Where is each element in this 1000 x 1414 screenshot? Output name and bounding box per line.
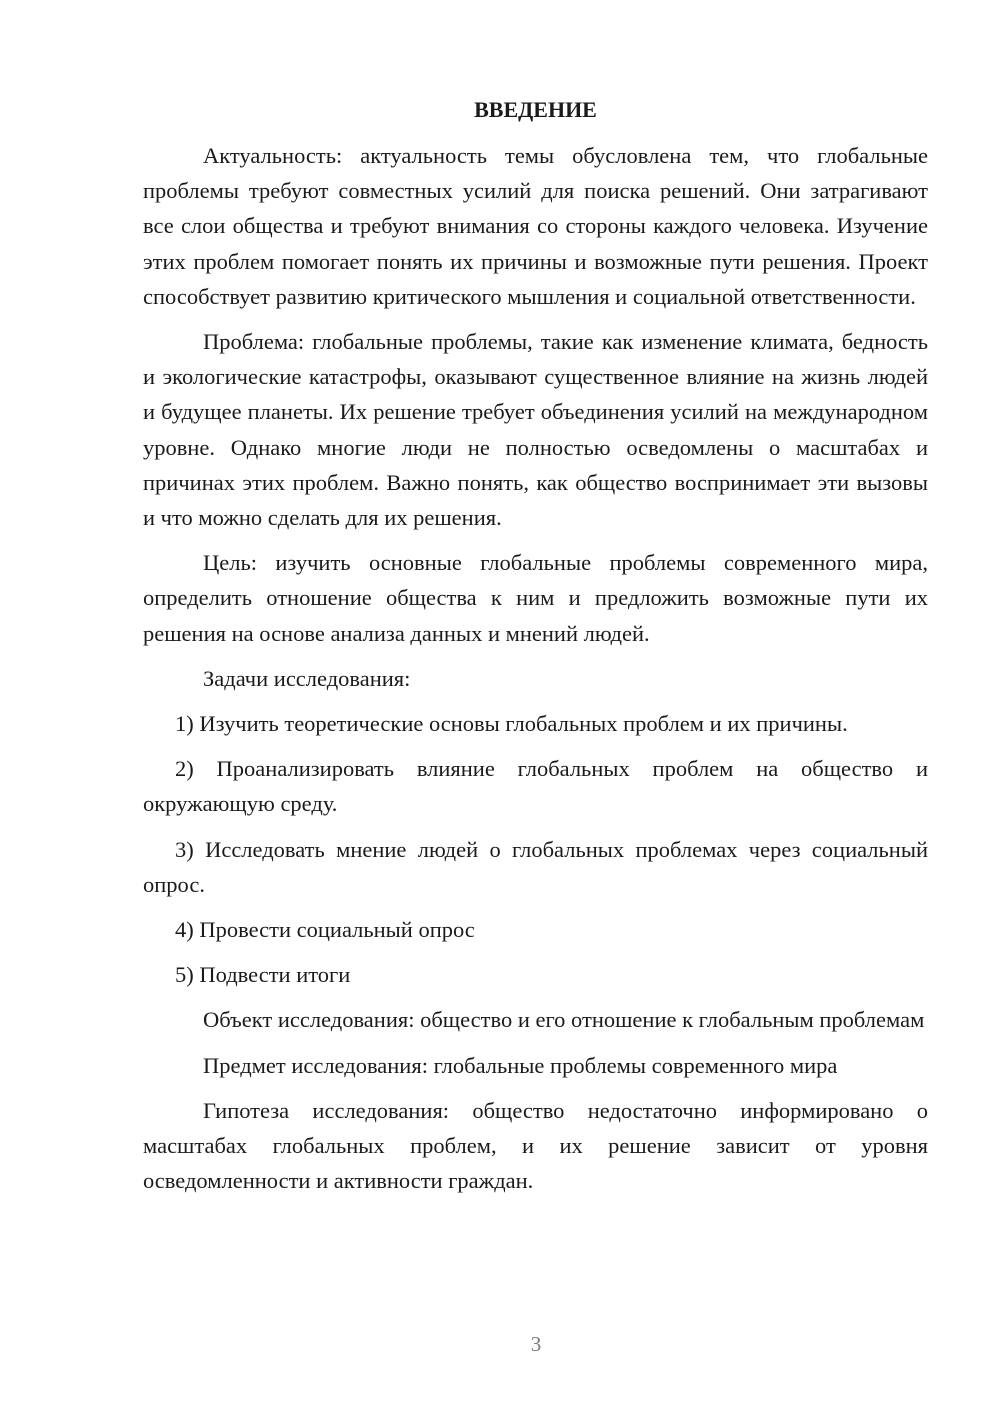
document-page bbox=[143, 94, 928, 1208]
paragraph-hypothesis: Гипотеза исследования: общество недостаточно информировано о масштабах глобальных проблем, и их решение зависит от уровня осведомленности и активности граждан. bbox=[143, 1097, 928, 1194]
task-item: 1) Изучить теоретические основы глобальных проблем и их причины. bbox=[175, 711, 848, 737]
paragraph-tasks-heading: Задачи исследования: bbox=[203, 665, 411, 691]
task-item: 4) Провести социальный опрос bbox=[175, 917, 475, 943]
task-item: 5) Подвести итоги bbox=[175, 962, 351, 988]
task-item: 3) Исследовать мнение людей о глобальных проблемах через социальный опрос. bbox=[143, 836, 928, 897]
paragraph-subject: Предмет исследования: глобальные проблемы современного мира bbox=[203, 1052, 838, 1078]
task-item: 2) Проанализировать влияние глобальных проблем на общество и окружающую среду. bbox=[143, 756, 928, 817]
section-title: ВВЕДЕНИЕ bbox=[474, 97, 597, 122]
paragraph-object: Объект исследования: общество и его отношение к глобальным проблемам bbox=[203, 1007, 925, 1033]
paragraph-goal: Цель: изучить основные глобальные проблемы современного мира, определить отношение общества к ним и предложить возможные пути их решения на основе анализа данных и мнений людей. bbox=[143, 550, 928, 646]
page-number: 3 bbox=[530, 1332, 542, 1356]
paragraph-relevance: Актуальность: актуальность темы обусловлена тем, что глобальные проблемы требуют совместных усилий для поиска решений. Они затрагивают все слои общества и требуют внимания со стороны каждого человека. Изучение этих проблем помогает понять их причины и возможные пути решения. Проект способствует развитию критического мышления и социальной ответственности. bbox=[143, 143, 928, 309]
paragraph-problem: Проблема: глобальные проблемы, такие как изменение климата, бедность и экологические катастрофы, оказывают существенное влияние на жизнь людей и будущее планеты. Их решение требует объединения усилий на международном уровне. Однако многие люди не полностью осведомлены о масштабах и причинах этих проблем. Важно понять, как общество воспринимает эти вызовы и что можно сделать для их решения. bbox=[143, 329, 928, 531]
